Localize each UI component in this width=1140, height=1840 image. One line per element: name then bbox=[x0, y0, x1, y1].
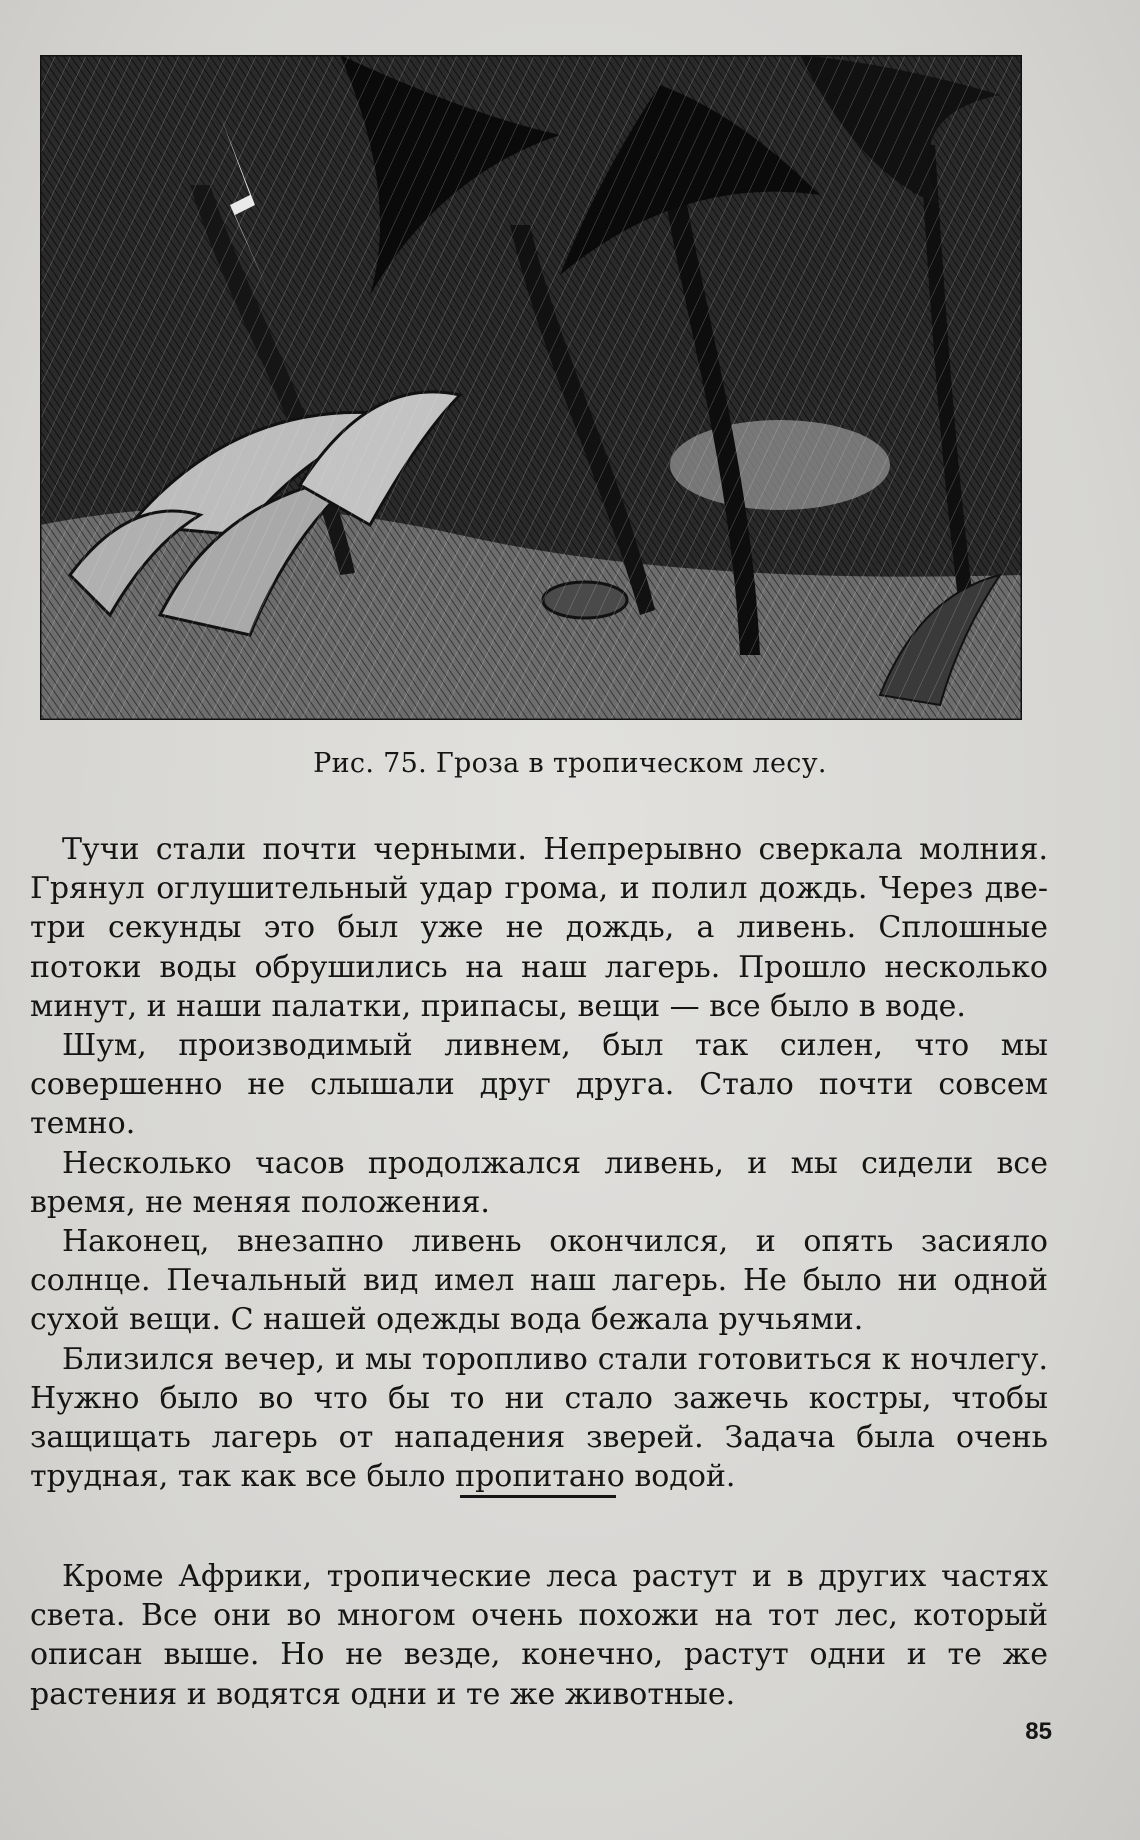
paragraph: Несколько часов продолжался ливень, и мы сидели все время, не меняя положения. bbox=[30, 1145, 1048, 1220]
forest-storm-engraving bbox=[40, 55, 1022, 720]
paragraph: Наконец, внезапно ливень окончился, и опять засияло солнце. Печальный вид имел наш лагерь. Не было ни одной сухой вещи. С нашей одежды вода бежала ручьями. bbox=[30, 1224, 1048, 1338]
paragraph: Кроме Африки, тропические леса растут и в других частях света. Все они во многом очень похожи на тот лес, который описан выше. Но не везде, конечно, растут одни и те же растения и водятся одни и те же животные. bbox=[30, 1559, 1048, 1712]
paragraph: Близился вечер, и мы торопливо стали готовиться к ночлегу. Нужно было во что бы то ни стало зажечь костры, чтобы защищать лагерь от нападения зверей. Задача была очень трудная, так как все было пропитано водой. bbox=[30, 1341, 1048, 1495]
figure-caption: Рис. 75. Гроза в тропическом лесу. bbox=[313, 748, 827, 779]
illustration-tropical-storm bbox=[40, 55, 1022, 720]
closing-text bbox=[30, 1557, 1048, 1714]
paragraph: Шум, производимый ливнем, был так силен, что мы совершенно не слышали друг друга. Стало почти совсем темно. bbox=[30, 1028, 1048, 1142]
paragraph: Тучи стали почти черными. Непрерывно сверкала молния. Грянул оглушительный удар грома, и полил дождь. Через две-три секунды это был уже не дождь, а ливень. Сплошные потоки воды обрушились на наш лагерь. Прошло несколько минут, и наши палатки, припасы, вещи — все было в воде. bbox=[30, 832, 1048, 1024]
page-number: 85 bbox=[1025, 1718, 1052, 1745]
section-divider bbox=[460, 1495, 616, 1498]
main-text bbox=[30, 830, 1048, 1496]
